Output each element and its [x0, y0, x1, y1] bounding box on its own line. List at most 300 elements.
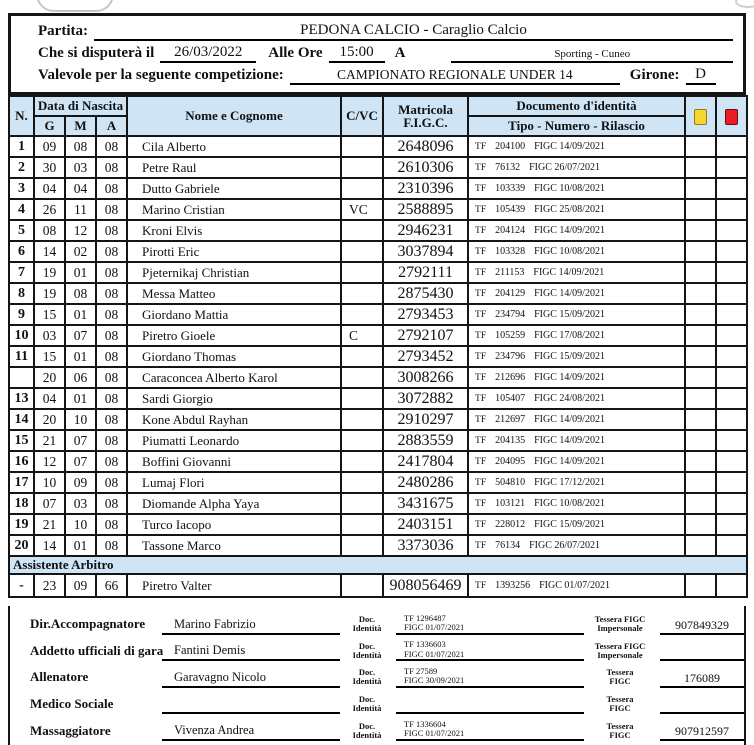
player-name: Turco Iacopo — [127, 514, 341, 535]
col-header-yellow-card — [685, 96, 716, 136]
identity-document — [468, 262, 685, 283]
doc-label-line2: Identità — [352, 623, 382, 634]
player-row — [9, 472, 747, 493]
staff-role-label: Addetto ufficiali di gara — [30, 642, 164, 658]
red-card-cell — [716, 574, 747, 597]
tessera-label-line1: Tessera — [606, 720, 634, 731]
doc-issue: FIGC 14/09/2021 — [534, 288, 605, 299]
doc-number: 234796 — [495, 351, 526, 362]
col-header-birthdate: Data di Nascita — [34, 96, 127, 116]
captain-flag: C — [341, 325, 383, 346]
doc-type: TF — [475, 163, 487, 173]
tessera-label-line1: Tessera FIGC — [594, 614, 646, 625]
captain-flag — [341, 346, 383, 367]
tessera-label-line2: FIGC — [609, 729, 631, 740]
player-row — [9, 178, 747, 199]
identity-document — [468, 451, 685, 472]
staff-row — [10, 611, 744, 638]
doc-number: 103339 — [495, 183, 526, 194]
identity-document — [468, 574, 685, 597]
red-card-cell — [716, 283, 747, 304]
time-value: 15:00 — [329, 44, 385, 63]
player-name: Dutto Gabriele — [127, 178, 341, 199]
tessera-number: 176089 — [660, 664, 744, 688]
player-number — [9, 367, 34, 388]
tessera-label-line2: Impersonale — [597, 649, 643, 660]
captain-flag — [341, 241, 383, 262]
birth-year: 08 — [96, 535, 127, 556]
yellow-card-cell — [685, 199, 716, 220]
doc-type: TF — [475, 541, 487, 551]
birth-month: 02 — [65, 241, 96, 262]
identity-document — [468, 325, 685, 346]
staff-row — [10, 638, 744, 665]
birth-day: 10 — [34, 472, 65, 493]
player-name: Piretro Gioele — [127, 325, 341, 346]
at-label: A — [394, 45, 406, 61]
doc-number: 234794 — [495, 309, 526, 320]
player-name: Kone Abdul Rayhan — [127, 409, 341, 430]
doc-label-line2: Identità — [352, 703, 382, 714]
doc-issue: FIGC 15/09/2021 — [534, 309, 605, 320]
identity-document — [468, 367, 685, 388]
player-row — [9, 262, 747, 283]
player-number: 16 — [9, 451, 34, 472]
yellow-card-cell — [685, 514, 716, 535]
red-card-cell — [716, 472, 747, 493]
player-number: 2 — [9, 157, 34, 178]
yellow-card-icon — [694, 109, 707, 125]
yellow-card-cell — [685, 157, 716, 178]
birth-year: 08 — [96, 178, 127, 199]
identity-document — [468, 535, 685, 556]
doc-label-line1: Doc. — [358, 640, 376, 651]
figc-number: 2480286 — [383, 472, 468, 493]
doc-type: TF — [475, 436, 487, 446]
staff-name — [162, 691, 340, 715]
col-header-number: N. — [9, 96, 34, 136]
red-card-cell — [716, 367, 747, 388]
player-row — [9, 409, 747, 430]
captain-flag — [341, 220, 383, 241]
tessera-label-line1: Tessera — [606, 667, 634, 678]
doc-type: TF — [475, 581, 487, 591]
captain-flag — [341, 430, 383, 451]
doc-number: 105259 — [495, 330, 526, 341]
doc-identity-label — [340, 664, 394, 691]
staff-doc-line1: TF 1336603 — [404, 639, 446, 650]
doc-issue: FIGC 15/09/2021 — [534, 519, 605, 530]
doc-label-line1: Doc. — [358, 667, 376, 678]
red-card-cell — [716, 514, 747, 535]
birth-month: 03 — [65, 157, 96, 178]
figc-number: 3037894 — [383, 241, 468, 262]
player-row — [9, 535, 747, 556]
doc-identity-label — [340, 691, 394, 718]
identity-document — [468, 283, 685, 304]
birth-month: 04 — [65, 178, 96, 199]
doc-issue: FIGC 14/09/2021 — [534, 435, 605, 446]
identity-document — [468, 514, 685, 535]
staff-row — [10, 717, 744, 744]
staff-doc-line2: FIGC 01/07/2021 — [404, 622, 465, 633]
doc-number: 105407 — [495, 393, 526, 404]
birth-month: 01 — [65, 535, 96, 556]
staff-role-label: Allenatore — [30, 669, 89, 685]
staff-role-label: Medico Sociale — [30, 696, 114, 712]
birth-year: 08 — [96, 304, 127, 325]
player-number: - — [9, 574, 34, 597]
doc-issue: FIGC 24/08/2021 — [534, 393, 605, 404]
tessera-label-line2: Impersonale — [597, 623, 643, 634]
player-row — [9, 136, 747, 157]
player-name: Sardi Giorgio — [127, 388, 341, 409]
identity-document — [468, 241, 685, 262]
birth-year: 08 — [96, 136, 127, 157]
player-row — [9, 493, 747, 514]
red-card-cell — [716, 325, 747, 346]
player-number: 8 — [9, 283, 34, 304]
red-card-cell — [716, 409, 747, 430]
player-number: 17 — [9, 472, 34, 493]
identity-document — [468, 409, 685, 430]
figc-number: 2648096 — [383, 136, 468, 157]
player-name: Giordano Thomas — [127, 346, 341, 367]
player-name: Piretro Valter — [127, 574, 341, 597]
birth-month: 07 — [65, 325, 96, 346]
girone-label: Girone: — [629, 67, 680, 83]
captain-flag — [341, 574, 383, 597]
doc-number: 76132 — [495, 162, 521, 173]
player-number: 1 — [9, 136, 34, 157]
captain-flag — [341, 304, 383, 325]
yellow-card-cell — [685, 388, 716, 409]
col-header-matricola — [383, 96, 468, 136]
player-name: Marino Cristian — [127, 199, 341, 220]
player-row — [9, 367, 747, 388]
tessera-number — [660, 691, 744, 715]
birth-month: 01 — [65, 262, 96, 283]
birth-day: 19 — [34, 283, 65, 304]
player-row — [9, 241, 747, 262]
player-number: 20 — [9, 535, 34, 556]
birth-month: 01 — [65, 346, 96, 367]
identity-document — [468, 136, 685, 157]
player-number: 5 — [9, 220, 34, 241]
tessera-number — [660, 638, 744, 662]
player-name: Diomande Alpha Yaya — [127, 493, 341, 514]
col-header-year: A — [96, 116, 127, 136]
doc-number: 204129 — [495, 288, 526, 299]
birth-year: 08 — [96, 283, 127, 304]
partita-value: PEDONA CALCIO - Caraglio Calcio — [94, 22, 733, 41]
doc-type: TF — [475, 394, 487, 404]
figc-number: 2792111 — [383, 262, 468, 283]
birth-day: 14 — [34, 535, 65, 556]
player-row — [9, 451, 747, 472]
figc-number: 2417804 — [383, 451, 468, 472]
tessera-number: 907912597 — [660, 717, 744, 741]
col-header-month: M — [65, 116, 96, 136]
doc-issue: FIGC 14/09/2021 — [534, 456, 605, 467]
player-name: Boffini Giovanni — [127, 451, 341, 472]
birth-year: 08 — [96, 409, 127, 430]
player-row — [9, 346, 747, 367]
player-number: 9 — [9, 304, 34, 325]
yellow-card-cell — [685, 178, 716, 199]
doc-label-line2: Identità — [352, 676, 382, 687]
date-value: 26/03/2022 — [160, 44, 256, 63]
birth-month: 10 — [65, 514, 96, 535]
staff-document — [396, 611, 584, 635]
doc-type: TF — [475, 520, 487, 530]
identity-document — [468, 388, 685, 409]
birth-year: 08 — [96, 367, 127, 388]
player-number: 4 — [9, 199, 34, 220]
doc-issue: FIGC 10/08/2021 — [534, 498, 605, 509]
doc-identity-label — [340, 717, 394, 744]
birth-month: 12 — [65, 220, 96, 241]
matricola-label-line2: F.I.G.C. — [403, 115, 448, 130]
doc-type: TF — [475, 184, 487, 194]
figc-number: 2875430 — [383, 283, 468, 304]
captain-flag — [341, 136, 383, 157]
birth-year: 66 — [96, 574, 127, 597]
doc-number: 504810 — [495, 477, 526, 488]
tessera-figc-label — [584, 691, 656, 718]
doc-identity-label — [340, 638, 394, 665]
figc-number: 2610306 — [383, 157, 468, 178]
yellow-card-cell — [685, 262, 716, 283]
player-row — [9, 283, 747, 304]
birth-month: 01 — [65, 304, 96, 325]
doc-issue: FIGC 14/09/2021 — [534, 225, 605, 236]
player-name: Caraconcea Alberto Karol — [127, 367, 341, 388]
figc-number: 2910297 — [383, 409, 468, 430]
red-card-icon — [725, 109, 738, 125]
red-card-cell — [716, 199, 747, 220]
doc-type: TF — [475, 310, 487, 320]
birth-day: 20 — [34, 409, 65, 430]
doc-identity-label — [340, 611, 394, 638]
doc-issue: FIGC 14/09/2021 — [534, 414, 605, 425]
player-number: 18 — [9, 493, 34, 514]
birth-month: 09 — [65, 472, 96, 493]
red-card-cell — [716, 304, 747, 325]
birth-month: 07 — [65, 451, 96, 472]
tessera-figc-label — [584, 611, 656, 638]
birth-month: 07 — [65, 430, 96, 451]
player-number: 19 — [9, 514, 34, 535]
col-header-name: Nome e Cognome — [127, 96, 341, 136]
yellow-card-cell — [685, 472, 716, 493]
player-row — [9, 325, 747, 346]
staff-name: Marino Fabrizio — [162, 611, 340, 635]
birth-month: 08 — [65, 136, 96, 157]
red-card-cell — [716, 451, 747, 472]
doc-type: TF — [475, 289, 487, 299]
staff-row — [10, 664, 744, 691]
figc-number: 2883559 — [383, 430, 468, 451]
player-number: 14 — [9, 409, 34, 430]
player-number: 11 — [9, 346, 34, 367]
birth-month: 11 — [65, 199, 96, 220]
red-card-cell — [716, 346, 747, 367]
yellow-card-cell — [685, 574, 716, 597]
staff-document — [396, 691, 584, 715]
col-header-red-card — [716, 96, 747, 136]
captain-flag: VC — [341, 199, 383, 220]
figc-number: 2792107 — [383, 325, 468, 346]
birth-year: 08 — [96, 325, 127, 346]
birth-day: 04 — [34, 178, 65, 199]
staff-document — [396, 638, 584, 662]
birth-day: 15 — [34, 346, 65, 367]
player-row — [9, 430, 747, 451]
player-row — [9, 304, 747, 325]
player-name: Cila Alberto — [127, 136, 341, 157]
tessera-number: 907849329 — [660, 611, 744, 635]
birth-month: 06 — [65, 367, 96, 388]
birth-month: 01 — [65, 388, 96, 409]
doc-issue: FIGC 14/09/2021 — [534, 141, 605, 152]
doc-number: 1393256 — [495, 580, 531, 591]
col-header-captain: C/VC — [341, 96, 383, 136]
player-number: 13 — [9, 388, 34, 409]
identity-document — [468, 220, 685, 241]
captain-flag — [341, 157, 383, 178]
doc-number: 204135 — [495, 435, 526, 446]
player-number: 3 — [9, 178, 34, 199]
yellow-card-cell — [685, 220, 716, 241]
competition-value: CAMPIONATO REGIONALE UNDER 14 — [290, 66, 620, 85]
doc-number: 228012 — [495, 519, 526, 530]
birth-month: 03 — [65, 493, 96, 514]
partita-label: Partita: — [38, 23, 88, 39]
doc-issue: FIGC 14/09/2021 — [533, 267, 605, 278]
yellow-card-cell — [685, 367, 716, 388]
doc-issue: FIGC 10/08/2021 — [534, 246, 605, 257]
staff-doc-line2: FIGC 01/07/2021 — [404, 648, 465, 659]
identity-document — [468, 304, 685, 325]
staff-row — [10, 691, 744, 718]
birth-day: 12 — [34, 451, 65, 472]
staff-name: Garavagno Nicolo — [162, 664, 340, 688]
tessera-figc-label — [584, 664, 656, 691]
birth-year: 08 — [96, 199, 127, 220]
birth-day: 30 — [34, 157, 65, 178]
staff-doc-line1: TF 1336604 — [404, 718, 446, 729]
doc-issue: FIGC 14/09/2021 — [534, 372, 605, 383]
red-card-cell — [716, 136, 747, 157]
birth-year: 08 — [96, 346, 127, 367]
identity-document — [468, 346, 685, 367]
doc-number: 212697 — [495, 414, 526, 425]
birth-month: 08 — [65, 283, 96, 304]
birth-year: 08 — [96, 220, 127, 241]
doc-number: 105439 — [495, 204, 526, 215]
staff-name: Vivenza Andrea — [162, 717, 340, 741]
figc-number: 2793452 — [383, 346, 468, 367]
birth-month: 09 — [65, 574, 96, 597]
doc-label-line1: Doc. — [358, 720, 376, 731]
figc-number: 908056469 — [383, 574, 468, 597]
match-header — [8, 13, 746, 95]
doc-number: 103121 — [495, 498, 526, 509]
doc-issue: FIGC 17/12/2021 — [534, 477, 605, 488]
birth-day: 07 — [34, 493, 65, 514]
birth-day: 26 — [34, 199, 65, 220]
captain-flag — [341, 493, 383, 514]
doc-issue: FIGC 01/07/2021 — [539, 580, 610, 591]
player-name: Lumaj Flori — [127, 472, 341, 493]
identity-document — [468, 199, 685, 220]
player-row — [9, 574, 747, 597]
figc-number: 3431675 — [383, 493, 468, 514]
birth-year: 08 — [96, 430, 127, 451]
figc-number: 2946231 — [383, 220, 468, 241]
player-name: Petre Raul — [127, 157, 341, 178]
date-label: Che si disputerà il — [38, 45, 155, 61]
player-name: Giordano Mattia — [127, 304, 341, 325]
doc-number: 204095 — [495, 456, 526, 467]
yellow-card-cell — [685, 241, 716, 262]
doc-number: 212696 — [495, 372, 526, 383]
doc-type: TF — [475, 268, 487, 278]
player-number: 10 — [9, 325, 34, 346]
doc-number: 204100 — [495, 141, 526, 152]
time-label: Alle Ore — [268, 45, 323, 61]
doc-type: TF — [475, 478, 487, 488]
doc-type: TF — [475, 457, 487, 467]
doc-type: TF — [475, 247, 487, 257]
tessera-figc-label — [584, 717, 656, 744]
player-name: Pirotti Eric — [127, 241, 341, 262]
player-name: Pjeternikaj Christian — [127, 262, 341, 283]
figc-number: 3072882 — [383, 388, 468, 409]
birth-day: 21 — [34, 430, 65, 451]
birth-year: 08 — [96, 262, 127, 283]
doc-type: TF — [475, 499, 487, 509]
staff-doc-line1: TF 27589 — [404, 665, 438, 676]
captain-flag — [341, 283, 383, 304]
doc-type: TF — [475, 352, 487, 362]
identity-document — [468, 178, 685, 199]
birth-year: 08 — [96, 472, 127, 493]
tessera-label-line1: Tessera FIGC — [594, 640, 646, 651]
girone-value: D — [686, 66, 716, 85]
doc-type: TF — [475, 205, 487, 215]
red-card-cell — [716, 535, 747, 556]
doc-type: TF — [475, 142, 487, 152]
player-name: Tassone Marco — [127, 535, 341, 556]
doc-label-line1: Doc. — [358, 614, 376, 625]
staff-role-label: Massaggiatore — [30, 722, 111, 738]
figc-number: 2310396 — [383, 178, 468, 199]
col-header-document: Documento d'identità — [468, 96, 685, 116]
birth-year: 08 — [96, 493, 127, 514]
cropped-logo-arc-icon — [735, 0, 754, 8]
red-card-cell — [716, 157, 747, 178]
staff-doc-line2: FIGC 30/09/2021 — [404, 675, 465, 686]
birth-month: 10 — [65, 409, 96, 430]
date-time-line — [21, 44, 733, 63]
red-card-cell — [716, 262, 747, 283]
col-header-document-sub: Tipo - Numero - Rilascio — [468, 116, 685, 136]
tessera-figc-label — [584, 638, 656, 665]
figc-number: 2793453 — [383, 304, 468, 325]
yellow-card-cell — [685, 535, 716, 556]
